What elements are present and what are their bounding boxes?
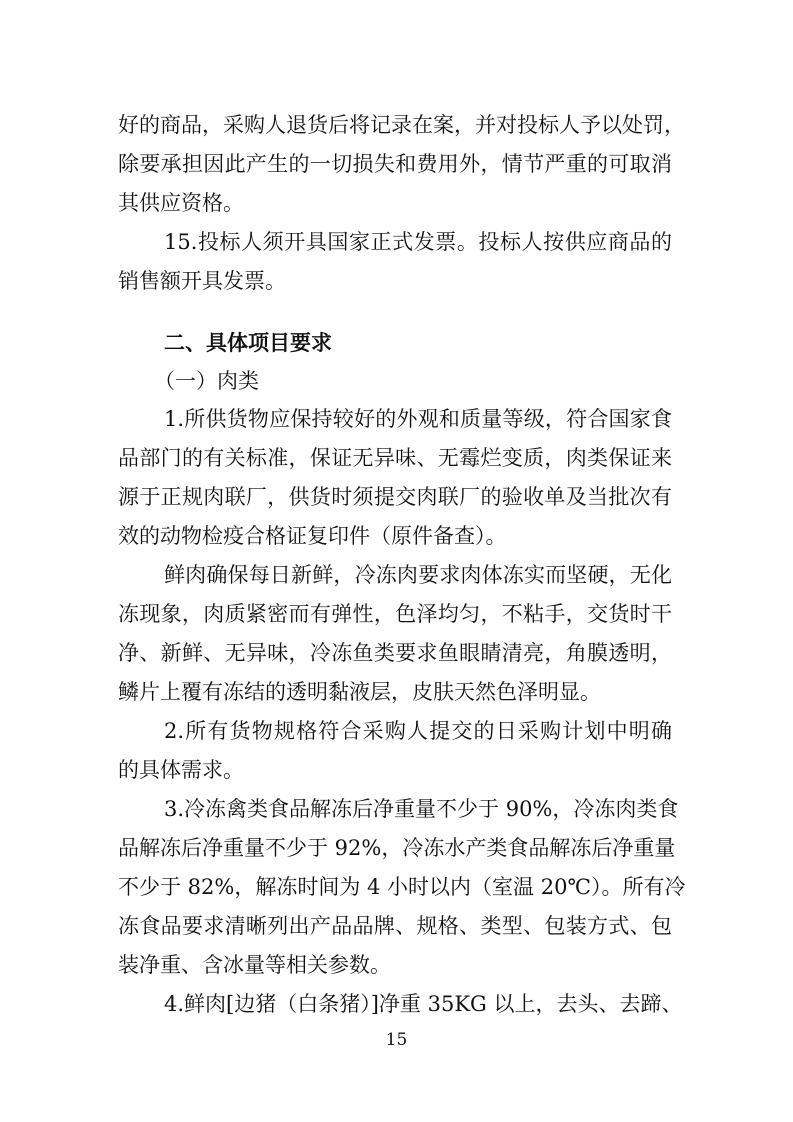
subsection-heading: （一）肉类 [154,369,259,393]
text-line: 装净重、含冰量等相关参数。 [118,953,391,977]
document-body [118,106,686,1024]
paragraph-item-4 [118,985,683,1024]
text-line: 不少于 82%，解冻时间为 4 小时以内（室温 20℃）。所有冷 [118,875,686,899]
text-line: 的具体需求。 [118,758,244,782]
text-line: 1.所供货物应保持较好的外观和质量等级，符合国家食 [164,407,672,431]
text-line: 其供应资格。 [118,191,244,215]
paragraph-item-1 [118,400,672,556]
text-line: 鲜肉确保每日新鲜，冷冻肉要求肉体冻实而坚硬，无化 [164,563,672,587]
paragraph-penalty [118,106,685,223]
text-line: 冻现象，肉质紧密而有弹性，色泽均匀，不粘手，交货时干 [118,602,672,626]
page-number: 15 [385,1030,408,1050]
text-line: 鳞片上覆有冻结的透明黏液层，皮肤天然色泽明显。 [118,680,601,704]
paragraph-item-2 [118,712,672,790]
text-line: 效的动物检疫合格证复印件（原件备查）。 [118,524,507,548]
text-line: 冻食品要求清晰列出产品品牌、规格、类型、包装方式、包 [118,914,672,938]
section-heading: 二、具体项目要求 [164,330,332,355]
text-line: 4.鲜肉[边猪（白条猪）]净重 35KG 以上，去头、去蹄、 [164,992,683,1016]
paragraph-fresh-meat [118,556,672,712]
text-line: 3.冷冻禽类食品解冻后净重量不少于 90%，冷冻肉类食 [164,797,679,821]
paragraph-item-15 [118,223,672,301]
text-line: 除要承担因此产生的一切损失和费用外，情节严重的可取消 [118,152,672,176]
text-line: 销售额开具发票。 [118,269,286,293]
text-line: 品解冻后净重量不少于 92%，冷冻水产类食品解冻后净重量 [118,836,676,860]
text-line: 2.所有货物规格符合采购人提交的日采购计划中明确 [164,719,672,743]
text-line: 15.投标人须开具国家正式发票。投标人按供应商品的 [164,230,672,254]
text-line: 品部门的有关标准，保证无异味、无霉烂变质，肉类保证来 [118,446,672,470]
paragraph-item-3 [118,790,686,985]
text-line: 源于正规肉联厂，供货时须提交肉联厂的验收单及当批次有 [118,485,672,509]
text-line: 好的商品，采购人退货后将记录在案，并对投标人予以处罚， [118,113,685,137]
text-line: 净、新鲜、无异味，冷冻鱼类要求鱼眼睛清亮，角膜透明， [118,641,672,665]
